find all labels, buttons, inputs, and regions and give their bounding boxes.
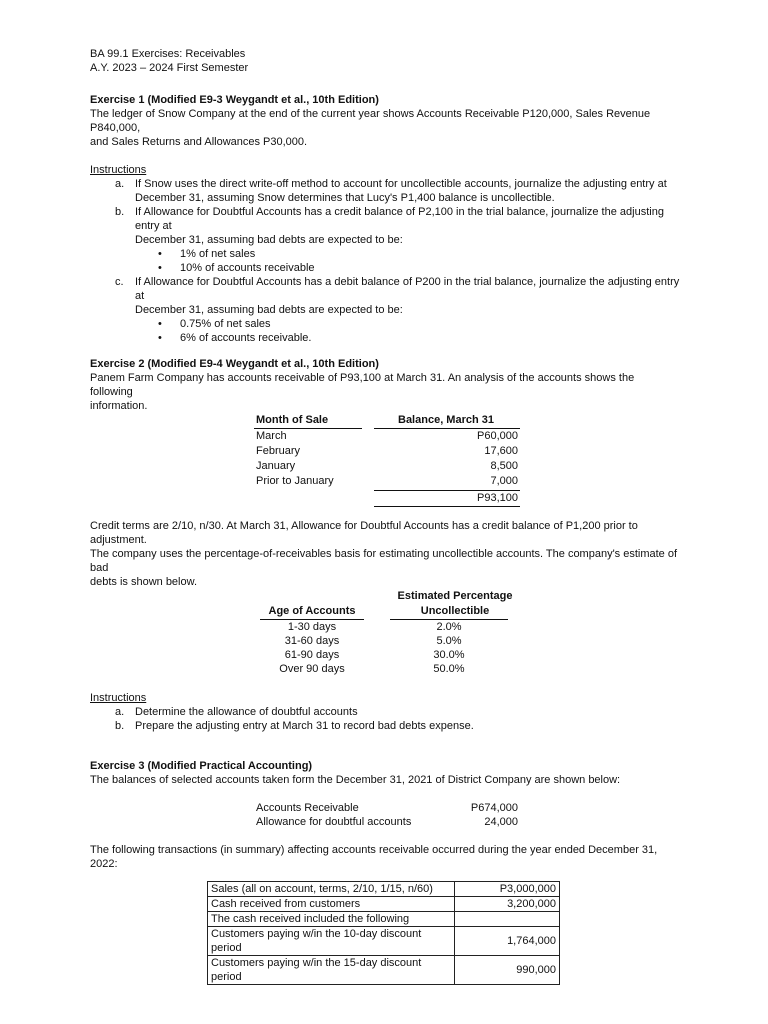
bullet-icon: • [158,318,162,330]
instruction-text: If Allowance for Doubtful Accounts has a debit balance of P200 in the trial balance, journalize the adjusting entry at [135,276,680,302]
instruction-text: If Allowance for Doubtful Accounts has a credit balance of P2,100 in the trial balance, journalize the adjusting entry at [135,206,664,232]
table-cell-age: 61-90 days [284,649,340,661]
instructions-heading: Instructions [90,692,147,704]
exercise-1-text: and Sales Returns and Allowances P30,000. [90,136,308,148]
term-line: A.Y. 2023 – 2024 First Semester [90,62,249,74]
list-marker: c. [115,276,124,288]
bullet-item [90,317,680,331]
balance-label: Allowance for doubtful accounts [256,816,412,828]
instruction-text: December 31, assuming Snow determines that Lucy's P1,400 balance is uncollectible. [135,192,555,204]
column-header-uncollectible: Uncollectible [420,605,490,617]
column-header-balance: Balance, March 31 [398,414,494,426]
course-title: BA 99.1 Exercises: Receivables [90,48,246,60]
bullet-icon: • [158,332,162,344]
table-cell-amount: 1,764,000 [455,927,560,956]
table-cell-description: Sales (all on account, terms, 2/10, 1/15, n/60) [208,882,455,897]
table-cell-balance: 17,600 [484,445,518,457]
column-header-month: Month of Sale [256,414,329,426]
table-cell-amount: P3,000,000 [455,882,560,897]
bullet-text: 6% of accounts receivable. [180,332,312,344]
exercise-2-text: Credit terms are 2/10, n/30. At March 31, Allowance for Doubtful Accounts has a credit balance of P1,200 prior to adjustment. [90,520,638,546]
bullet-item [90,331,680,345]
bullet-text: 1% of net sales [180,248,256,260]
table-cell-percentage: 50.0% [433,663,465,675]
table-cell-age: Over 90 days [279,663,345,675]
balance-value: 24,000 [484,816,518,828]
exercise-2-text: debts is shown below. [90,576,198,588]
instructions-heading: Instructions [90,164,147,176]
list-marker: b. [115,720,125,732]
table-row [208,927,560,956]
table-total: P93,100 [477,492,518,504]
instruction-item-a [90,705,680,719]
table-cell-description: Customers paying w/in the 10-day discount period [208,927,455,956]
bullet-text: 0.75% of net sales [180,318,271,330]
table-cell-percentage: 5.0% [436,635,462,647]
table-row [208,912,560,927]
table-cell-age: 1-30 days [287,621,337,633]
table-cell-month: March [256,430,287,442]
table-cell-balance: 8,500 [490,460,518,472]
exercise-2-title: Exercise 2 (Modified E9-4 Weygandt et al., 10th Edition) [90,358,379,370]
bullet-icon: • [158,262,162,274]
table-cell-month: January [256,460,296,472]
exercise-2-text: The company uses the percentage-of-receivables basis for estimating uncollectible accounts. The company's estimate of bad [90,548,678,574]
table-cell-month: Prior to January [256,475,334,487]
instruction-text: Determine the allowance of doubtful accounts [135,706,358,718]
table-cell-month: February [256,445,301,457]
exercise-2-text: Panem Farm Company has accounts receivable of P93,100 at March 31. An analysis of the accounts shows the following [90,372,635,398]
exercise-1-text: The ledger of Snow Company at the end of the current year shows Accounts Receivable P120,000, Sales Revenue P840,000, [90,108,651,134]
total-double-rule [374,506,520,507]
table-cell-description: The cash received included the following [208,912,455,927]
table-row [208,882,560,897]
bullet-text: 10% of accounts receivable [180,262,315,274]
table-cell-balance: P60,000 [477,430,518,442]
exercise-3-text: The balances of selected accounts taken form the December 31, 2021 of District Company are shown below: [90,774,621,786]
instruction-text: If Snow uses the direct write-off method to account for uncollectible accounts, journalize the adjusting entry at [135,178,667,190]
bullet-item [90,247,680,261]
table-cell-balance: 7,000 [490,475,518,487]
document-page [90,47,680,985]
exercise-3-text: The following transactions (in summary) affecting accounts receivable occurred during the year ended December 31, 2022: [90,844,658,870]
table-row [208,897,560,912]
instruction-item-a [90,177,680,205]
exercise-1-title: Exercise 1 (Modified E9-3 Weygandt et al., 10th Edition) [90,94,379,106]
instruction-item-b [90,719,680,733]
exercise-2-text: information. [90,400,148,412]
table-cell-amount: 990,000 [455,956,560,985]
exercise-3-title: Exercise 3 (Modified Practical Accounting) [90,760,313,772]
instruction-text: December 31, assuming bad debts are expected to be: [135,304,403,316]
table-cell-amount: 3,200,000 [455,897,560,912]
instruction-item-b [90,205,680,247]
bullet-icon: • [158,248,162,260]
column-header-percentage: Estimated Percentage [397,590,513,602]
account-balances [90,801,680,831]
table-cell-description: Customers paying w/in the 15-day discount period [208,956,455,985]
bullet-item [90,261,680,275]
table-cell-age: 31-60 days [284,635,340,647]
transactions-table [207,881,560,985]
list-marker: a. [115,178,125,190]
list-marker: a. [115,706,125,718]
instruction-text: Prepare the adjusting entry at March 31 to record bad debts expense. [135,720,474,732]
table-cell-percentage: 30.0% [433,649,465,661]
table-cell-percentage: 2.0% [436,621,462,633]
table-cell-amount [455,912,560,927]
table-row [208,956,560,985]
instruction-text: December 31, assuming bad debts are expected to be: [135,234,403,246]
list-marker: b. [115,206,125,218]
instruction-item-c [90,275,680,317]
column-header-age: Age of Accounts [268,605,356,617]
receivables-table [90,413,680,505]
estimate-table [90,589,680,677]
balance-label: Accounts Receivable [256,802,359,814]
table-cell-description: Cash received from customers [208,897,455,912]
balance-value: P674,000 [470,802,518,814]
